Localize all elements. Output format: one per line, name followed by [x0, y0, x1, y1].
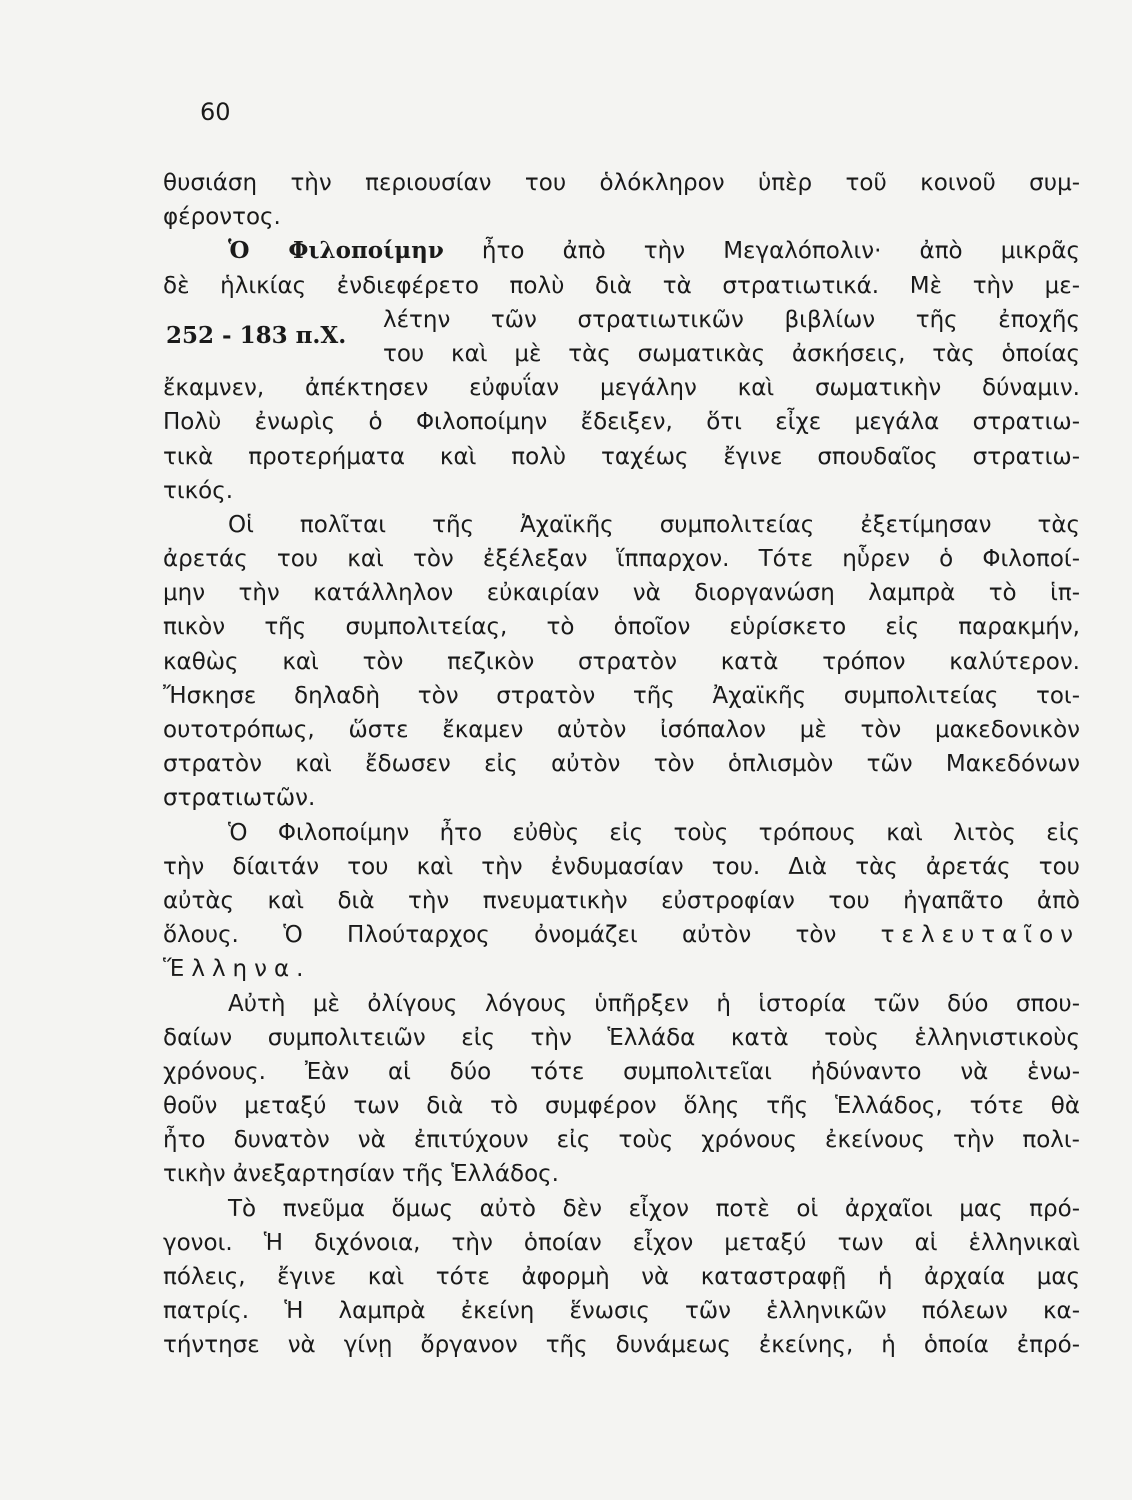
page-number: 60: [200, 98, 231, 126]
text-line: ουτοτρόπως, ὥστε ἔκαμεν αὐτὸν ἰσόπαλον μὲ τὸν μακεδονικὸν: [163, 717, 1080, 743]
text-line: ἦτο δυνατὸν νὰ ἐπιτύχουν εἰς τοὺς χρόνους ἐκείνους τὴν πολι-: [163, 1127, 1080, 1154]
text-line: θοῦν μεταξύ των διὰ τὸ συμφέρον ὅλης τῆς Ἑλλάδος, τότε θὰ: [163, 1093, 1080, 1120]
text-line: δαίων συμπολιτειῶν εἰς τὴν Ἑλλάδα κατὰ τοὺς ἑλληνιστικοὺς: [163, 1024, 1080, 1051]
text-line: δὲ ἡλικίας ἐνδιεφέρετο πολὺ διὰ τὰ στρατιωτικά. Μὲ τὴν με-: [163, 272, 1080, 299]
text-line: αὐτὰς καὶ διὰ τὴν πνευματικὴν εὐστροφίαν του ἠγαπᾶτο ἀπὸ: [163, 887, 1080, 914]
text-line: Τὸ πνεῦμα ὅμως αὐτὸ δὲν εἶχον ποτὲ οἱ ἀρχαῖοι μας πρό-: [228, 1195, 1080, 1222]
spaced-emphasis: τελευταῖον: [880, 922, 1081, 949]
text-fragment: ὅλους. Ὁ Πλούταρχος ὀνομάζει αὐτὸν τὸν: [163, 922, 837, 949]
text-line: τικός.: [163, 477, 234, 504]
text-line: Ἤσκησε δηλαδὴ τὸν στρατὸν τῆς Ἀχαϊκῆς συμπολιτείας τοι-: [163, 682, 1080, 709]
text-line: γονοι. Ἡ διχόνοια, τὴν ὁποίαν εἶχον μεταξύ των αἱ ἑλληνικαὶ: [163, 1229, 1080, 1256]
text-line: του καὶ μὲ τὰς σωματικὰς ἀσκήσεις, τὰς ὁποίας: [383, 340, 1080, 367]
margin-note-dates: 252 - 183 π.Χ.: [166, 322, 347, 349]
text-line: πικὸν τῆς συμπολιτείας, τὸ ὁποῖον εὑρίσκετο εἰς παρακμήν,: [163, 614, 1080, 641]
text-line: Ἕλληνα.: [163, 956, 311, 983]
text-line: ἀρετάς του καὶ τὸν ἐξέλεξαν ἵππαρχον. Τότε ηὗρεν ὁ Φιλοποί-: [163, 546, 1080, 573]
text-fragment: ἦτο ἀπὸ τὴν Μεγαλόπολιν· ἀπὸ μικρᾶς: [443, 238, 1080, 265]
text-line: τήντησε νὰ γίνῃ ὄργανον τῆς δυνάμεως ἐκείνης, ἡ ὁποία ἐπρό-: [163, 1332, 1080, 1359]
text-line: λέτην τῶν στρατιωτικῶν βιβλίων τῆς ἐποχῆς: [383, 306, 1080, 333]
text-line: θυσιάση τὴν περιουσίαν του ὁλόκληρον ὑπὲρ τοῦ κοινοῦ συμ-: [163, 170, 1080, 196]
text-line: τικὰ προτερήματα καὶ πολὺ ταχέως ἔγινε σπουδαῖος στρατιω-: [163, 443, 1080, 470]
text-line: τὴν δίαιτάν του καὶ τὴν ἐνδυμασίαν του. Διὰ τὰς ἀρετάς του: [163, 853, 1080, 880]
text-line: Αὐτὴ μὲ ὀλίγους λόγους ὑπῆρξεν ἡ ἱστορία τῶν δύο σπου-: [228, 990, 1080, 1017]
text-line: στρατιωτῶν.: [163, 785, 316, 812]
text-line: καθὼς καὶ τὸν πεζικὸν στρατὸν κατὰ τρόπον καλύτερον.: [163, 648, 1080, 675]
body-text: [163, 166, 1080, 1363]
text-line: Οἱ πολῖται τῆς Ἀχαϊκῆς συμπολιτείας ἐξετίμησαν τὰς: [228, 511, 1080, 538]
text-line: τικὴν ἀνεξαρτησίαν τῆς Ἑλλάδος.: [163, 1161, 559, 1188]
text-line: μην τὴν κατάλληλον εὐκαιρίαν νὰ διοργανώση λαμπρὰ τὸ ἱπ-: [163, 580, 1080, 607]
text-line: στρατὸν καὶ ἔδωσεν εἰς αὐτὸν τὸν ὁπλισμὸν τῶν Μακεδόνων: [163, 751, 1080, 778]
text-line: πατρίς. Ἡ λαμπρὰ ἐκείνη ἕνωσις τῶν ἑλληνικῶν πόλεων κα-: [163, 1298, 1080, 1325]
text-line: πόλεις, ἔγινε καὶ τότε ἀφορμὴ νὰ καταστραφῇ ἡ ἀρχαία μας: [163, 1264, 1080, 1290]
text-line: Ὁ Φιλοποίμην ἦτο εὐθὺς εἰς τοὺς τρόπους καὶ λιτὸς εἰς: [228, 819, 1080, 846]
text-line: φέροντος.: [163, 204, 281, 231]
text-line: ἔκαμνεν, ἀπέκτησεν εὐφυΐαν μεγάλην καὶ σωματικὴν δύναμιν.: [163, 375, 1080, 402]
text-line: [163, 918, 1080, 952]
text-line: Πολὺ ἐνωρὶς ὁ Φιλοποίμην ἔδειξεν, ὅτι εἶχε μεγάλα στρατιω-: [163, 409, 1080, 436]
text-line: χρόνους. Ἐὰν αἱ δύο τότε συμπολιτεῖαι ἠδύναντο νὰ ἑνω-: [163, 1058, 1080, 1085]
text-line: [163, 234, 1080, 268]
name-philopoemen: Ὁ Φιλοποίμην: [228, 237, 444, 265]
